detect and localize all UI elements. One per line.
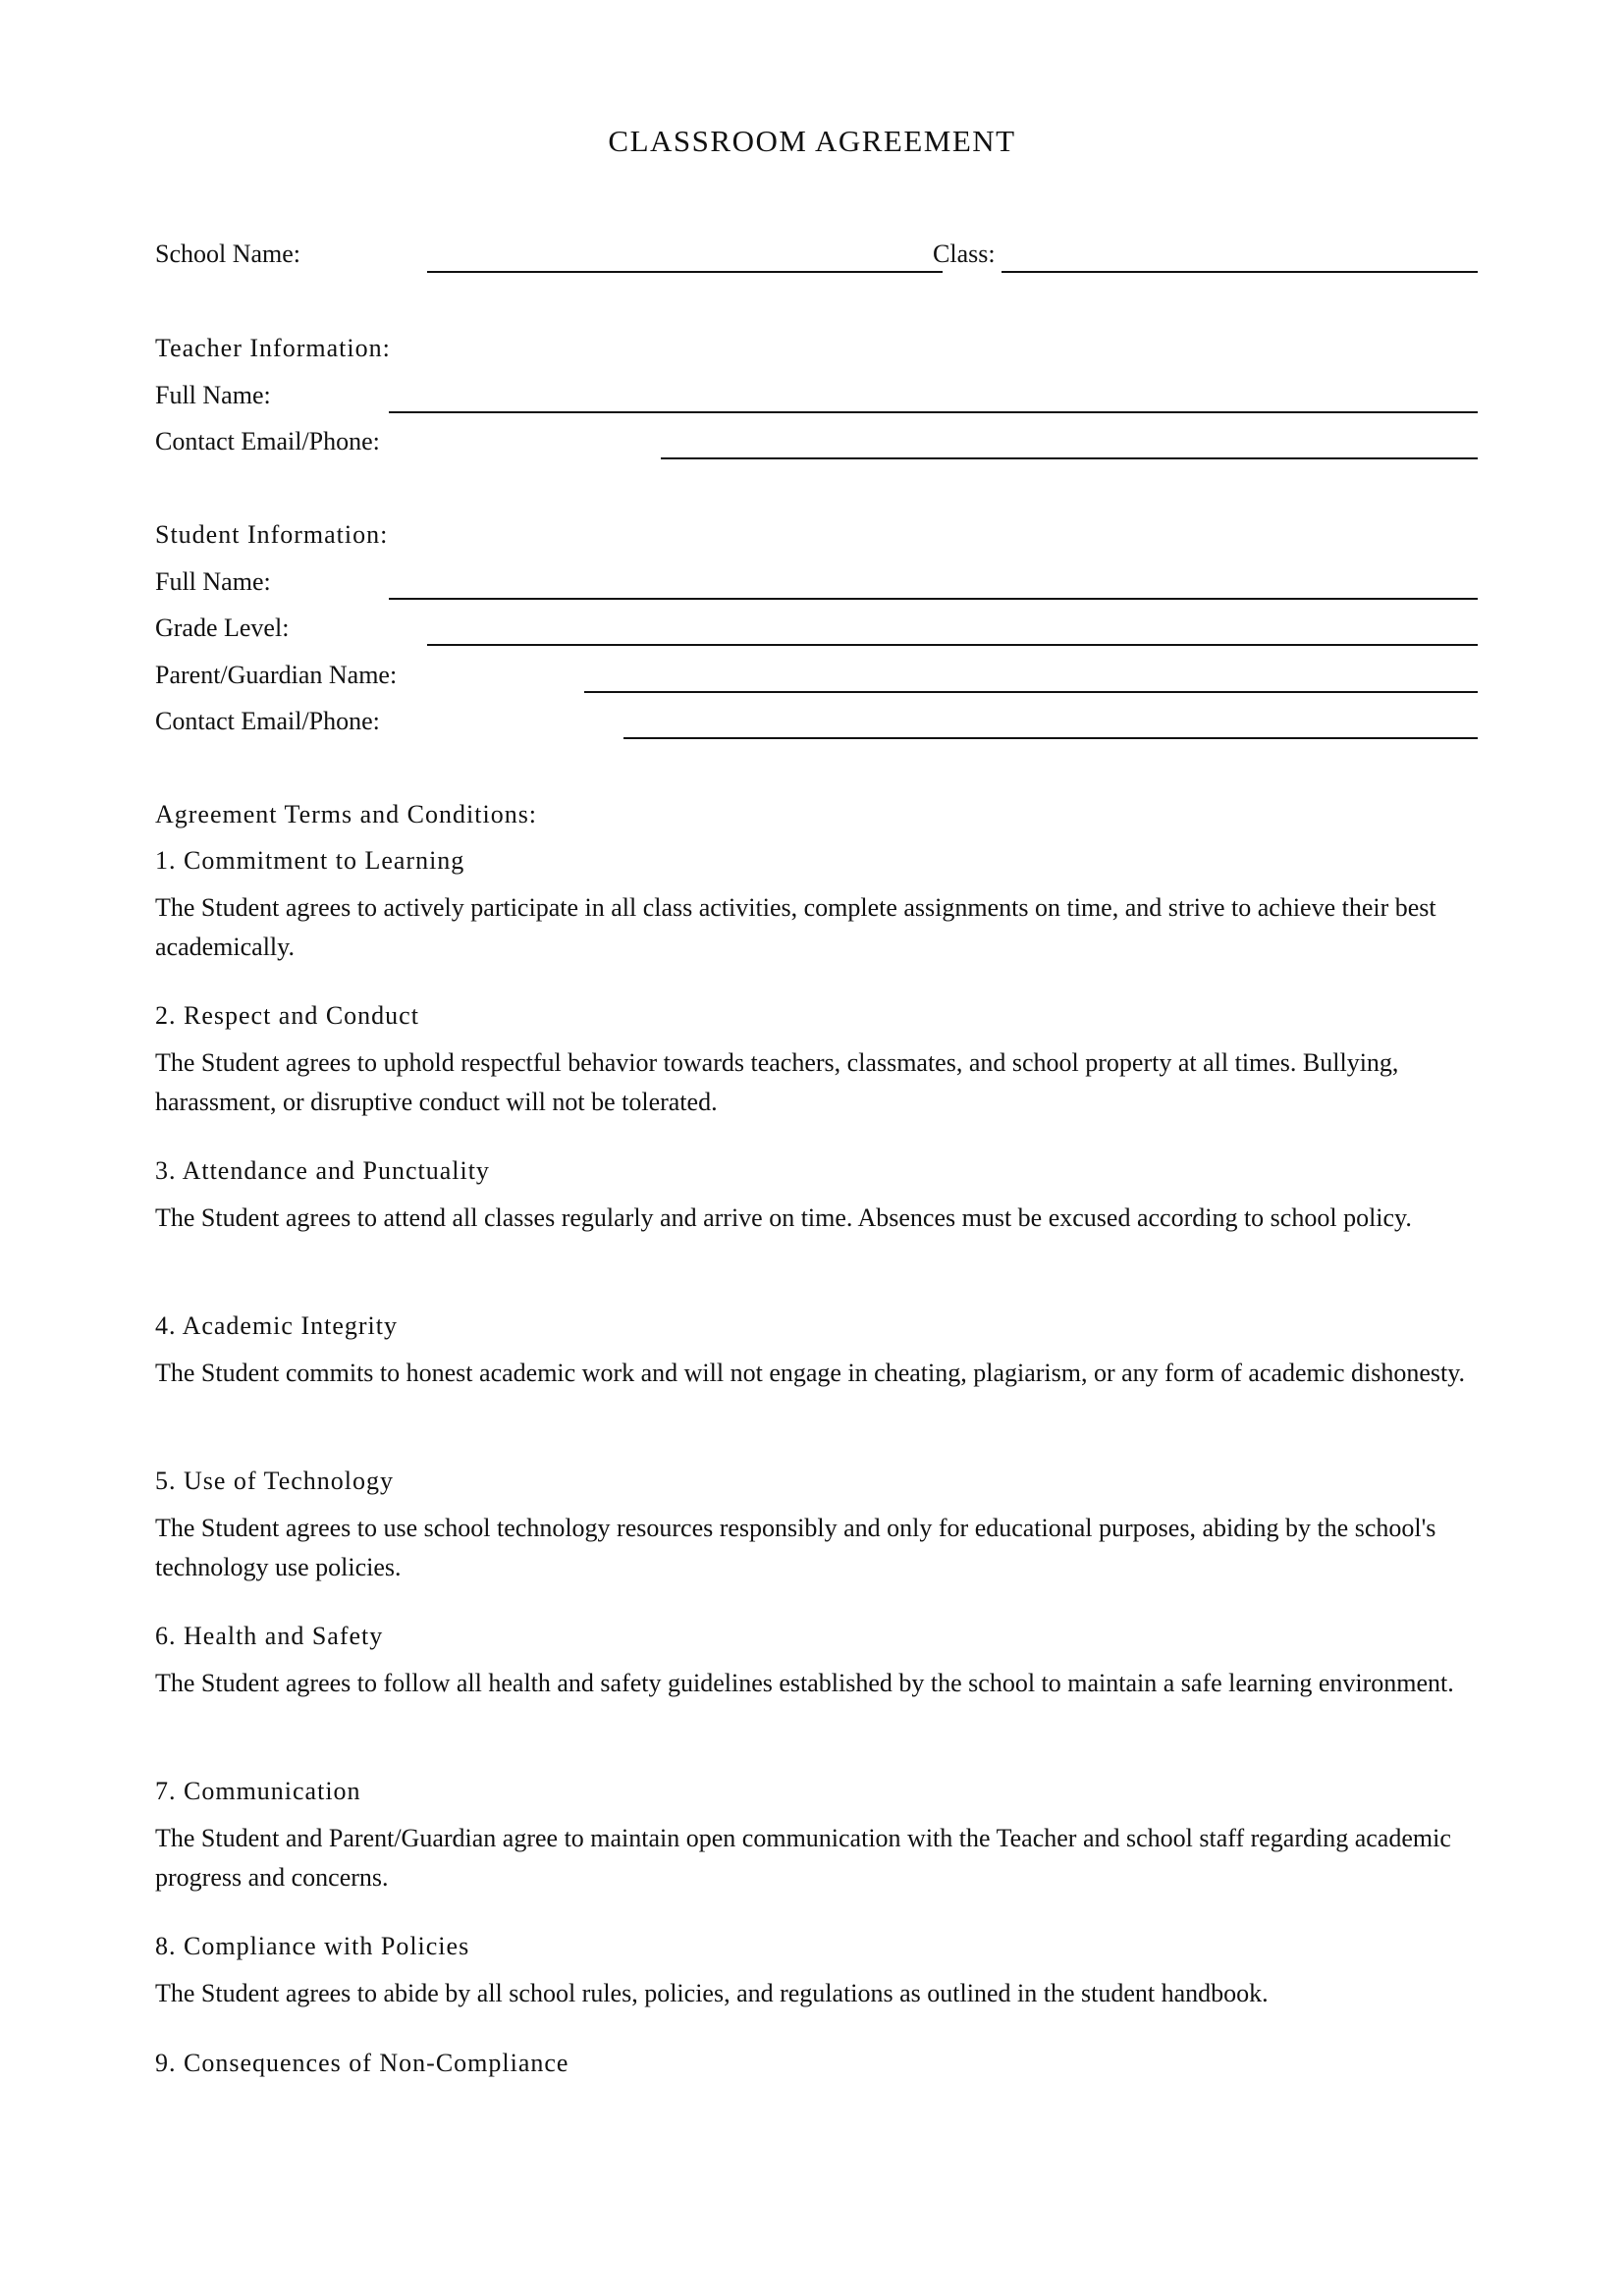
term-4-title: 4. Academic Integrity bbox=[155, 1311, 398, 1340]
grade-level-label: Grade Level: bbox=[155, 614, 290, 642]
term-8-text: The Student agrees to abide by all school rules, policies, and regulations as outlined in the student handbook. bbox=[155, 1979, 1269, 2007]
term-7-text: The Student and Parent/Guardian agree to maintain open communication with the Teacher and school staff regarding academic progress and concerns. bbox=[155, 1824, 1451, 1892]
teacher-full-name-field[interactable] bbox=[389, 411, 1478, 413]
student-full-name-field[interactable] bbox=[389, 598, 1478, 600]
parent-guardian-name-field[interactable] bbox=[584, 691, 1478, 693]
term-4-text: The Student commits to honest academic work and will not engage in cheating, plagiarism, or any form of academic dishonesty. bbox=[155, 1359, 1466, 1387]
term-8-title: 8. Compliance with Policies bbox=[155, 1932, 470, 1960]
student-contact-field[interactable] bbox=[623, 737, 1478, 739]
terms-heading: Agreement Terms and Conditions: bbox=[155, 800, 538, 828]
teacher-info-heading: Teacher Information: bbox=[155, 334, 391, 362]
student-contact-label: Contact Email/Phone: bbox=[155, 707, 380, 735]
student-full-name-label: Full Name: bbox=[155, 567, 271, 596]
term-6-text: The Student agrees to follow all health and safety guidelines established by the school to maintain a safe learning environment. bbox=[155, 1669, 1454, 1697]
term-6-title: 6. Health and Safety bbox=[155, 1622, 384, 1650]
term-9-title: 9. Consequences of Non-Compliance bbox=[155, 2049, 569, 2077]
term-5-title: 5. Use of Technology bbox=[155, 1467, 394, 1495]
class-label: Class: bbox=[933, 240, 996, 268]
term-1-title: 1. Commitment to Learning bbox=[155, 846, 465, 875]
school-name-label: School Name: bbox=[155, 240, 301, 268]
teacher-contact-label: Contact Email/Phone: bbox=[155, 427, 380, 455]
term-5-text: The Student agrees to use school technology resources responsibly and only for educational purposes, abiding by the school's technology use policies. bbox=[155, 1514, 1436, 1581]
class-field[interactable] bbox=[1001, 271, 1478, 273]
school-name-field[interactable] bbox=[427, 271, 943, 273]
term-2-text: The Student agrees to uphold respectful behavior towards teachers, classmates, and school property at all times. Bullying, harassment, or disruptive conduct will not be tolerated. bbox=[155, 1048, 1399, 1116]
teacher-full-name-label: Full Name: bbox=[155, 381, 271, 409]
parent-guardian-name-label: Parent/Guardian Name: bbox=[155, 661, 398, 689]
term-3-title: 3. Attendance and Punctuality bbox=[155, 1156, 490, 1185]
term-1-text: The Student agrees to actively participate in all class activities, complete assignments on time, and strive to achieve their best academically. bbox=[155, 893, 1436, 961]
term-7-title: 7. Communication bbox=[155, 1777, 361, 1805]
term-3-text: The Student agrees to attend all classes regularly and arrive on time. Absences must be excused according to school policy. bbox=[155, 1203, 1412, 1232]
term-2-title: 2. Respect and Conduct bbox=[155, 1001, 419, 1030]
grade-level-field[interactable] bbox=[427, 644, 1478, 646]
teacher-contact-field[interactable] bbox=[661, 457, 1478, 459]
page-title: CLASSROOM AGREEMENT bbox=[608, 124, 1016, 158]
student-info-heading: Student Information: bbox=[155, 520, 389, 549]
